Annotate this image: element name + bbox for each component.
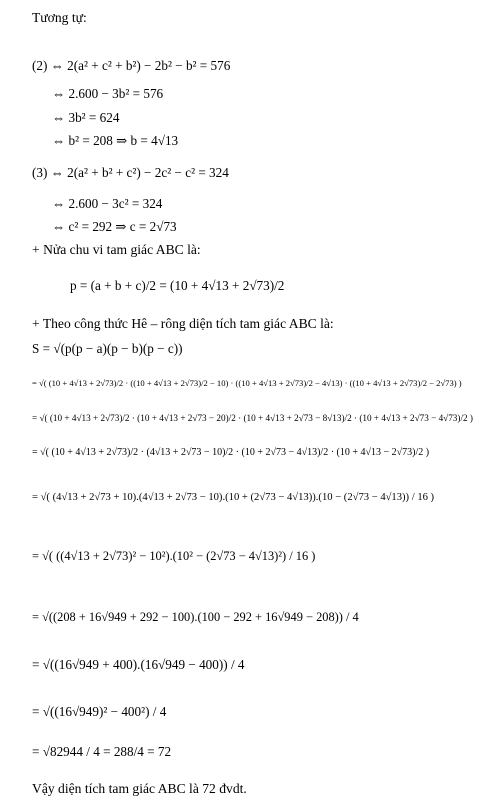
intro-text: Tương tự: [32, 10, 87, 25]
equation-line [70, 278, 284, 294]
equation-text-l5: (3) ⇔ 2(a² + b² + c²) − 2c² − c² = 324 [32, 165, 229, 180]
equation-text-l21: Vậy diện tích tam giác ABC là 72 đvdt. [32, 781, 247, 796]
equation-text-l19: = √((16√949)² − 400²) / 4 [32, 704, 167, 719]
equation-line [32, 413, 473, 423]
equation-line [52, 196, 162, 212]
equation-text-l1: (2) ⇔ 2(a² + c² + b²) − 2b² − b² = 576 [32, 58, 231, 73]
equation-line [32, 549, 315, 564]
equation-text-l9: p = (a + b + c)/2 = (10 + 4√13 + 2√73)/2 [70, 278, 285, 293]
equation-text-l14: = √( (10 + 4√13 + 2√73)/2 · (4√13 + 2√73 − 10)/2 · (10 + 2√73 − 4√13)/2 · (10 + 4√13 − 2√73)/2 ) [32, 447, 430, 458]
equation-text-l4: ⇔ b² = 208 ⇒ b = 4√13 [52, 133, 179, 148]
equation-line [32, 657, 245, 673]
equation-text-l16: = √( ((4√13 + 2√73)² − 10²).(10² − (2√73 − 4√13)²) / 16 ) [32, 549, 316, 563]
equation-text-l7: ⇔ c² = 292 ⇒ c = 2√73 [52, 219, 177, 234]
equation-text-l17: = √((208 + 16√949 + 292 − 100).(100 − 292 + 16√949 − 208)) / 4 [32, 610, 359, 624]
equation-text-l20: = √82944 / 4 = 288/4 = 72 [32, 744, 172, 759]
equation-line [32, 165, 229, 181]
equation-line [32, 704, 166, 720]
equation-line [32, 492, 434, 503]
equation-line [32, 610, 359, 625]
equation-line [32, 58, 230, 74]
equation-line [52, 86, 163, 102]
equation-text-l8: + Nửa chu vi tam giác ABC là: [32, 242, 201, 257]
equation-text-l3: ⇔ 3b² = 624 [52, 110, 120, 125]
equation-line [32, 341, 183, 357]
equation-line [32, 378, 462, 388]
equation-text-l15: = √( (4√13 + 2√73 + 10).(4√13 + 2√73 − 10).(10 + (2√73 − 4√13)).(10 − (2√73 − 4√13)) / 16 ) [32, 492, 435, 503]
section-heading [32, 242, 201, 258]
equation-text-l12: = √( (10 + 4√13 + 2√73)/2 · ((10 + 4√13 + 2√73)/2 − 10) · ((10 + 4√13 + 2√73)/2 − 4√13) · ((10 + 4√13 + 2√73)/2 − 2√73) ) [32, 378, 462, 388]
equation-line [52, 219, 177, 235]
equation-text-l18: = √((16√949 + 400).(16√949 − 400)) / 4 [32, 657, 245, 672]
equation-text-l10: + Theo công thức Hê – rông diện tích tam giác ABC là: [32, 316, 334, 331]
equation-line [32, 447, 429, 458]
equation-text-l2: ⇔ 2.600 − 3b² = 576 [52, 86, 164, 101]
equation-text-l13: = √( (10 + 4√13 + 2√73)/2 · (10 + 4√13 + 2√73 − 20)/2 · (10 + 4√13 + 2√73 − 8√13)/2 · (10 + 4√13 + 2√73 − 4√73)/2 ) [32, 413, 473, 423]
section-heading [32, 316, 334, 332]
equation-line [52, 133, 178, 149]
equation-text-l6: ⇔ 2.600 − 3c² = 324 [52, 196, 163, 211]
equation-line [52, 110, 119, 126]
conclusion-text [32, 781, 247, 797]
equation-text-l11: S = √(p(p − a)(p − b)(p − c)) [32, 341, 183, 356]
equation-line [32, 744, 171, 760]
